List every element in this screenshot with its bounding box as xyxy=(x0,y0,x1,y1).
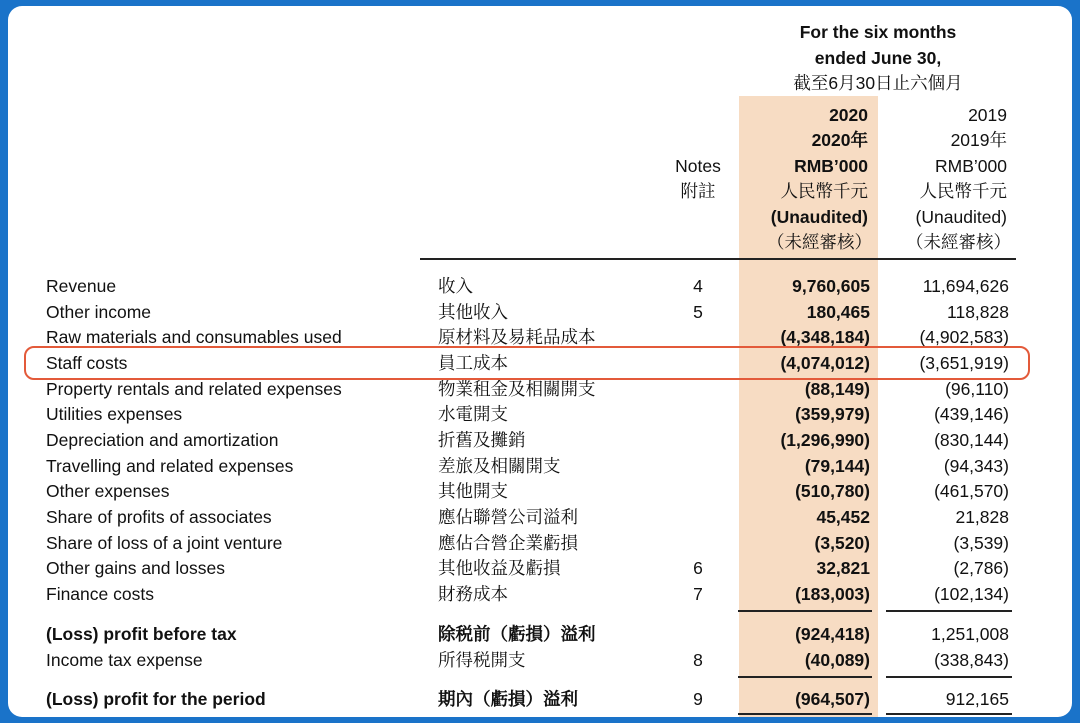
table-row xyxy=(8,504,1072,530)
row-label-zh: 所得税開支 xyxy=(438,650,526,670)
row-value-2020: (3,520) xyxy=(814,533,870,553)
row-value-2020: (359,979) xyxy=(795,404,870,424)
row-value-2020: (964,507) xyxy=(795,689,870,709)
col2019-audit-zh: （未經審核） xyxy=(906,232,1011,252)
row-label-zh: 其他開支 xyxy=(438,481,508,501)
row-value-2019: 1,251,008 xyxy=(931,624,1009,644)
row-value-2019: (461,570) xyxy=(934,481,1009,501)
row-label-en: Share of profits of associates xyxy=(46,507,272,527)
row-label-en: Other expenses xyxy=(46,481,170,501)
total-rule-2019 xyxy=(886,676,1012,678)
row-note: 8 xyxy=(693,650,703,670)
row-value-2019: (338,843) xyxy=(934,650,1009,670)
row-value-2020: 32,821 xyxy=(816,558,870,578)
col2020-unit-zh: 人民幣千元 xyxy=(780,181,868,201)
row-label-en: Revenue xyxy=(46,276,117,296)
row-label-en: Raw materials and consumables used xyxy=(46,327,342,347)
notes-header-zh: 附註 xyxy=(680,181,716,201)
row-value-2019: 118,828 xyxy=(947,302,1009,322)
col2020-unit: RMB’000 xyxy=(794,156,868,176)
statement-page xyxy=(8,6,1072,717)
row-value-2019: 11,694,626 xyxy=(922,276,1009,296)
total-rule-2020 xyxy=(738,676,872,678)
row-value-2019: (2,786) xyxy=(953,558,1009,578)
row-label-en: Utilities expenses xyxy=(46,404,183,424)
highlight-box-staff-costs xyxy=(24,346,1030,380)
table-row xyxy=(8,299,1072,325)
row-value-2020: (79,144) xyxy=(804,456,870,476)
row-label-zh: 收入 xyxy=(438,276,473,296)
row-value-2020: (4,348,184) xyxy=(780,327,870,347)
row-label-en: Travelling and related expenses xyxy=(46,456,294,476)
row-label-en: Other gains and losses xyxy=(46,558,225,578)
row-label-en: Other income xyxy=(46,302,152,322)
row-value-2020: (510,780) xyxy=(795,481,870,501)
table-row xyxy=(8,647,1072,673)
col2019-unit-zh: 人民幣千元 xyxy=(919,181,1007,201)
row-label-zh: 員工成本 xyxy=(438,353,508,373)
row-label-en: (Loss) profit before tax xyxy=(46,624,237,644)
row-note: 9 xyxy=(693,689,703,709)
row-note: 4 xyxy=(693,276,703,296)
table-row xyxy=(8,478,1072,504)
row-label-zh: 物業租金及相關開支 xyxy=(438,379,596,399)
table-row xyxy=(8,581,1072,607)
notes-header: Notes xyxy=(675,156,721,176)
row-label-zh: 其他收益及虧損 xyxy=(438,558,561,578)
row-label-zh: 原材料及易耗品成本 xyxy=(438,327,596,347)
row-value-2019: (94,343) xyxy=(943,456,1009,476)
col2020-year: 2020 xyxy=(829,105,868,125)
row-value-2020: (183,003) xyxy=(795,584,870,604)
row-label-en: Property rentals and related expenses xyxy=(46,379,342,399)
subtotal-rule-2019 xyxy=(886,610,1012,612)
row-value-2019: (96,110) xyxy=(945,379,1009,399)
row-value-2020: (924,418) xyxy=(795,624,870,644)
period-heading-zh: 截至6月30日止六個月 xyxy=(793,73,963,93)
table-row xyxy=(8,453,1072,479)
row-value-2020: 45,452 xyxy=(816,507,870,527)
period-heading-line1: For the six months xyxy=(799,22,957,42)
row-label-zh: 差旅及相關開支 xyxy=(438,456,561,476)
row-label-zh: 應佔合營企業虧損 xyxy=(438,533,578,553)
col2019-unit: RMB’000 xyxy=(935,156,1007,176)
table-row-subtotal xyxy=(8,621,1072,647)
col2020-year-zh: 2020年 xyxy=(811,130,868,150)
table-row xyxy=(8,555,1072,581)
col2019-year: 2019 xyxy=(968,105,1007,125)
row-value-2020: (4,074,012) xyxy=(780,353,870,373)
row-note: 7 xyxy=(693,584,703,604)
row-value-2019: (3,651,919) xyxy=(919,353,1009,373)
row-value-2019: (830,144) xyxy=(934,430,1009,450)
col2020-audit: (Unaudited) xyxy=(770,207,868,227)
table-row-total xyxy=(8,686,1072,712)
row-note: 5 xyxy=(693,302,703,322)
row-value-2019: (4,902,583) xyxy=(919,327,1009,347)
row-value-2020: 180,465 xyxy=(806,302,870,322)
row-value-2020: 9,760,605 xyxy=(792,276,870,296)
row-value-2019: (3,539) xyxy=(953,533,1009,553)
col2019-year-zh: 2019年 xyxy=(950,130,1007,150)
row-label-en: (Loss) profit for the period xyxy=(46,689,266,709)
row-value-2020: (1,296,990) xyxy=(780,430,870,450)
row-label-zh: 財務成本 xyxy=(438,584,508,604)
row-label-en: Income tax expense xyxy=(46,650,203,670)
period-heading-line2: ended June 30, xyxy=(814,48,942,68)
row-label-zh: 期內（虧損）溢利 xyxy=(438,689,578,709)
row-value-2019: 21,828 xyxy=(955,507,1009,527)
row-label-zh: 水電開支 xyxy=(438,404,508,424)
row-value-2020: (88,149) xyxy=(804,379,870,399)
table-row xyxy=(8,427,1072,453)
header-rule xyxy=(420,258,1016,260)
col2019-audit: (Unaudited) xyxy=(915,207,1007,227)
subtotal-rule-2020 xyxy=(738,610,872,612)
table-row xyxy=(8,273,1072,299)
row-label-zh: 其他收入 xyxy=(438,302,508,322)
row-label-zh: 除税前（虧損）溢利 xyxy=(438,624,596,644)
row-note: 6 xyxy=(693,558,703,578)
row-label-zh: 折舊及攤銷 xyxy=(438,430,526,450)
row-label-zh: 應佔聯營公司溢利 xyxy=(438,507,578,527)
row-label-en: Depreciation and amortization xyxy=(46,430,279,450)
col2020-audit-zh: （未經審核） xyxy=(767,232,872,252)
table-row xyxy=(8,530,1072,556)
double-rule-2019 xyxy=(886,713,1012,715)
row-value-2019: (439,146) xyxy=(934,404,1009,424)
double-rule-2020 xyxy=(738,713,872,715)
row-label-en: Staff costs xyxy=(46,353,128,373)
row-value-2019: (102,134) xyxy=(934,584,1009,604)
row-value-2020: (40,089) xyxy=(804,650,870,670)
row-label-en: Finance costs xyxy=(46,584,154,604)
row-value-2019: 912,165 xyxy=(945,689,1009,709)
table-row xyxy=(8,401,1072,427)
row-label-en: Share of loss of a joint venture xyxy=(46,533,283,553)
